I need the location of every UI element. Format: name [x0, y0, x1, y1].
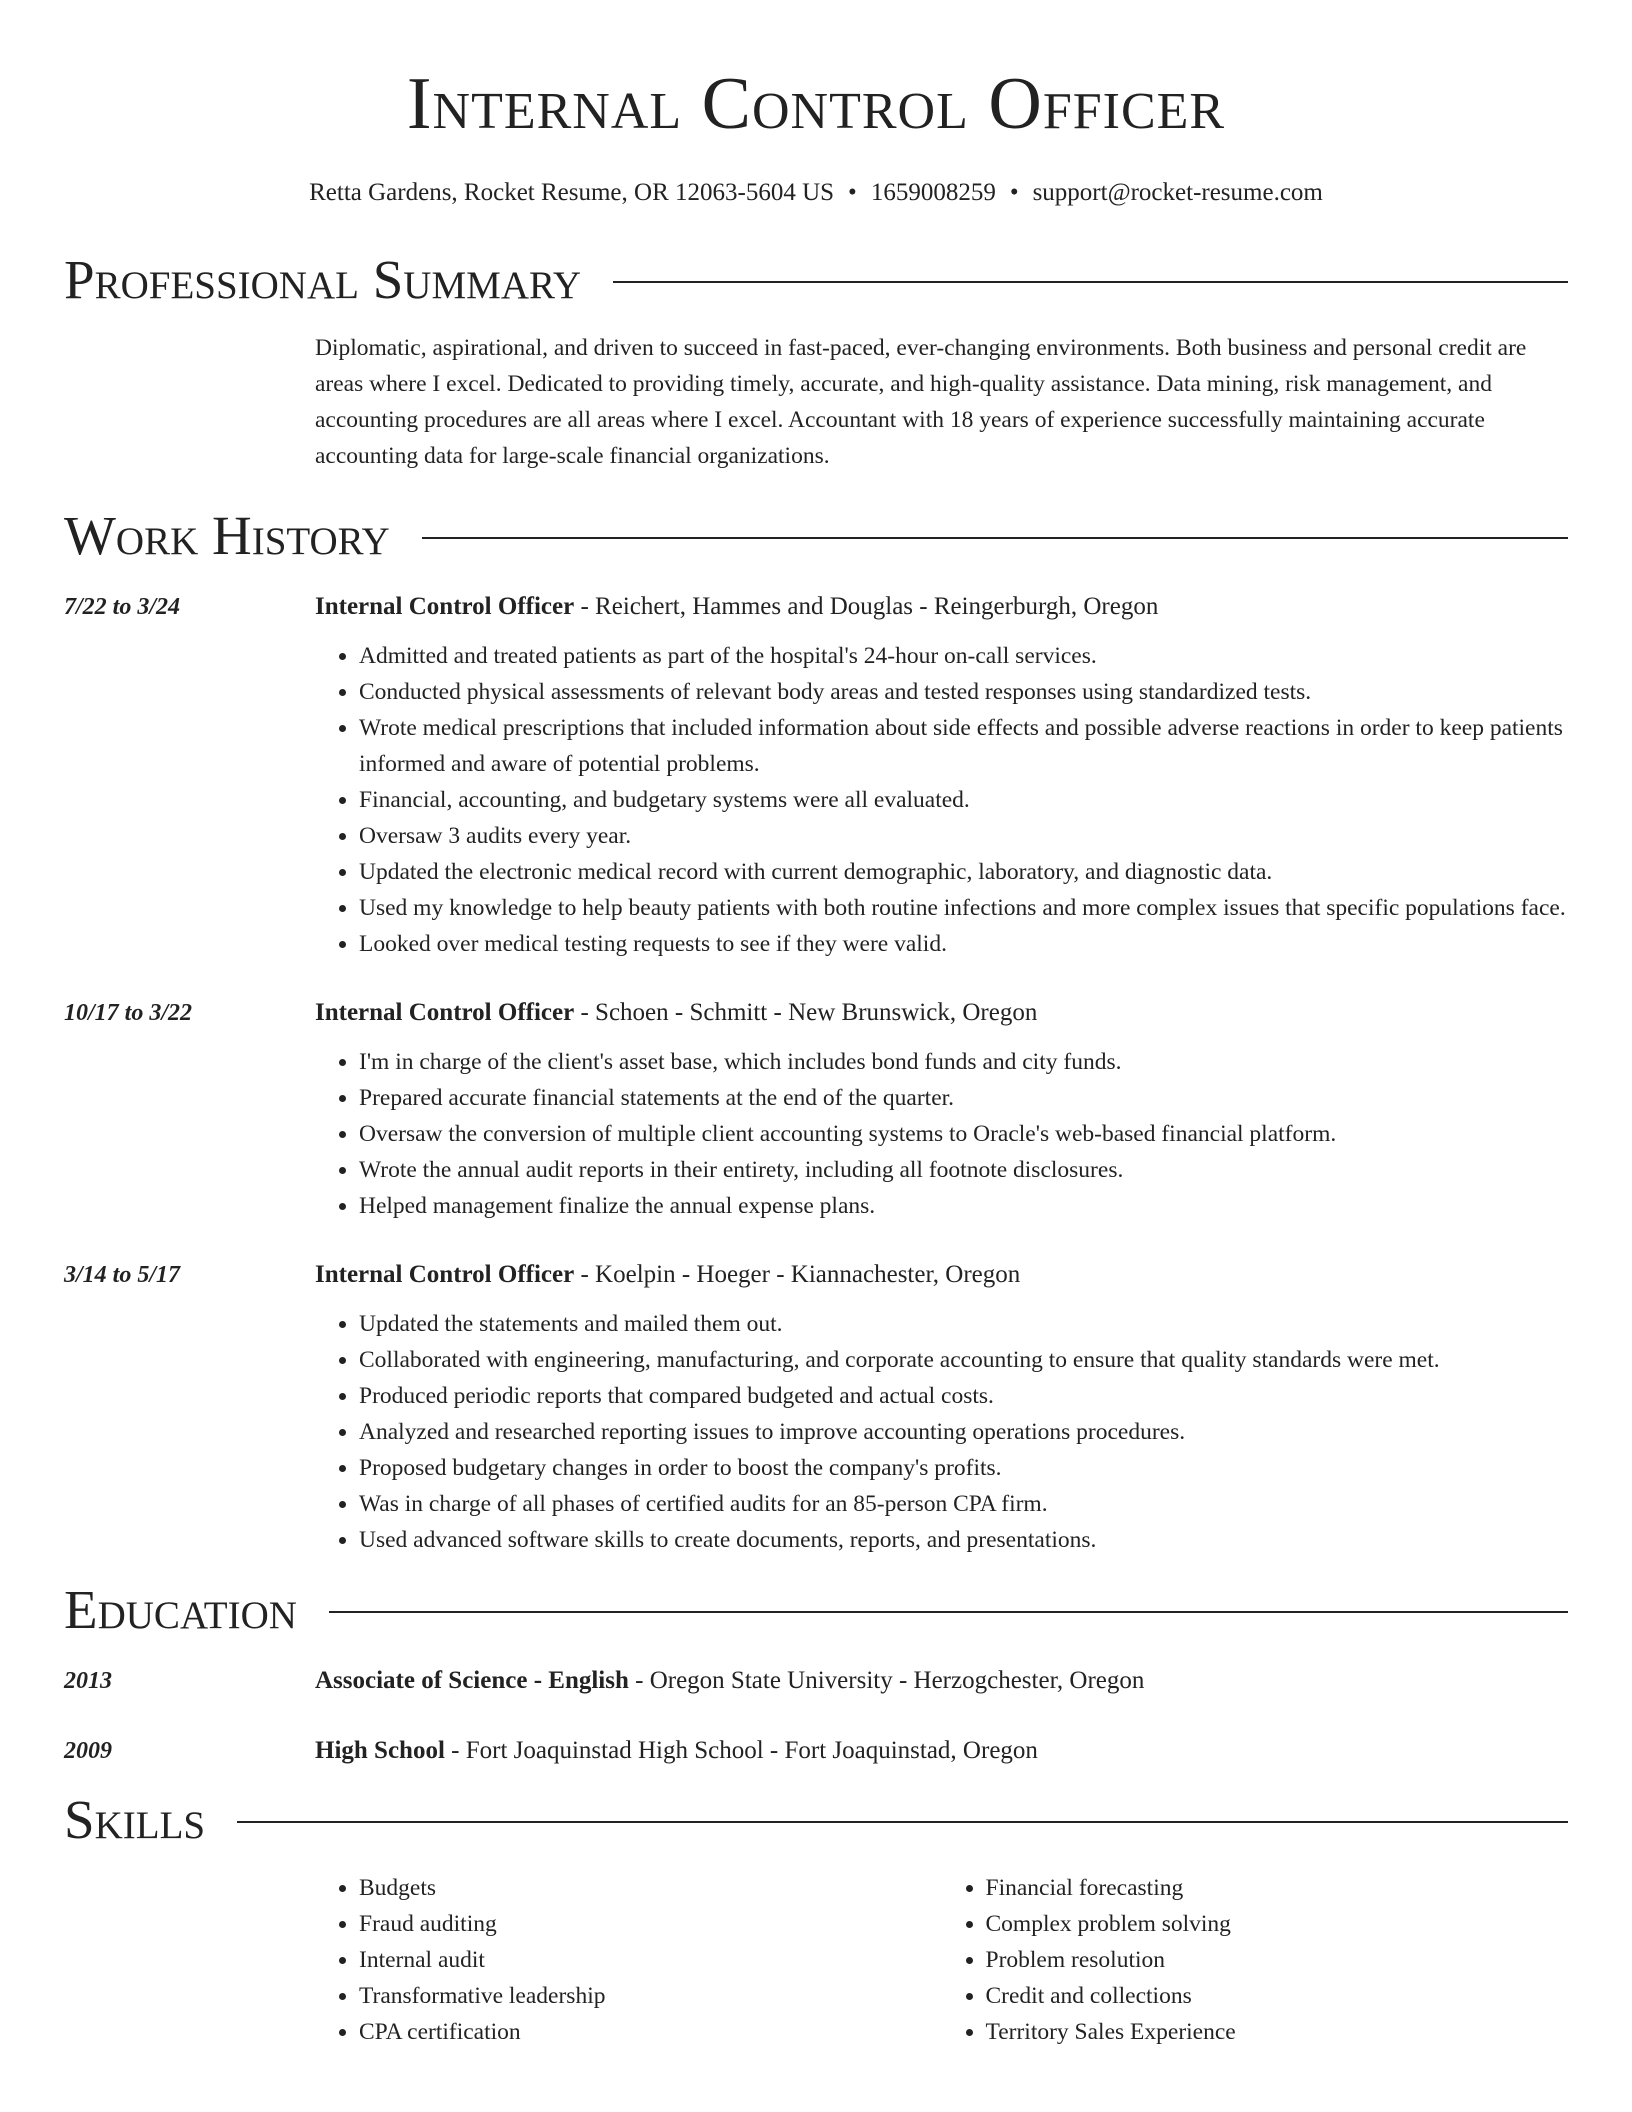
skills-left-column	[315, 1870, 942, 2050]
skills-columns	[315, 1870, 1568, 2050]
skill-item: • Credit and collections	[986, 1978, 1569, 2014]
list-item: • Collaborated with engineering, manufacturing, and corporate accounting to ensure that quality standards were met.	[359, 1342, 1568, 1378]
list-item: • Analyzed and researched reporting issues to improve accounting operations procedures.	[359, 1414, 1568, 1450]
job-title-line	[315, 996, 1568, 1030]
list-item: • Was in charge of all phases of certified audits for an 85-person CPA firm.	[359, 1486, 1568, 1522]
list-item: • Financial, accounting, and budgetary systems were all evaluated.	[359, 782, 1568, 818]
education-body	[315, 1734, 1568, 1768]
skill-item: • Territory Sales Experience	[986, 2014, 1569, 2050]
job-body	[315, 996, 1568, 1224]
skill-item: • Financial forecasting	[986, 1870, 1569, 1906]
section-divider	[237, 1821, 1568, 1823]
job-dates: 10/17 to 3/22	[64, 1000, 193, 1026]
skills-title: Skills	[64, 1789, 206, 1850]
list-item: • I'm in charge of the client's asset base, which includes bond funds and city funds.	[359, 1044, 1568, 1080]
skill-item: • CPA certification	[359, 2014, 942, 2050]
education-section-heading	[64, 1574, 1568, 1646]
skills-section-heading	[64, 1784, 1568, 1856]
contact-line	[64, 176, 1568, 210]
skill-item: • Problem resolution	[986, 1942, 1569, 1978]
education-line	[315, 1734, 1568, 1768]
list-item: • Prepared accurate financial statements at the end of the quarter.	[359, 1080, 1568, 1116]
job-body	[315, 590, 1568, 962]
job-bullets	[315, 638, 1568, 962]
skills-right-column	[942, 1870, 1569, 2050]
resume-header	[64, 0, 1568, 210]
list-item: • Used advanced software skills to create documents, reports, and presentations.	[359, 1522, 1568, 1558]
job-role: Internal Control Officer	[315, 593, 575, 620]
work-title: Work History	[64, 505, 390, 566]
list-item: • Looked over medical testing requests to see if they were valid.	[359, 926, 1568, 962]
education-line	[315, 1664, 1568, 1698]
resume-page	[64, 0, 1568, 2050]
job-role: Internal Control Officer	[315, 1261, 575, 1288]
job-details: - Koelpin - Hoeger - Kiannachester, Oregon	[574, 1261, 1021, 1288]
summary-title: Professional Summary	[64, 249, 582, 310]
list-item: • Admitted and treated patients as part of the hospital's 24-hour on-call services.	[359, 638, 1568, 674]
skill-item: • Budgets	[359, 1870, 942, 1906]
section-divider	[329, 1611, 1568, 1613]
education-degree: High School	[315, 1737, 445, 1764]
list-item: • Updated the statements and mailed them out.	[359, 1306, 1568, 1342]
job-dates: 3/14 to 5/17	[64, 1262, 181, 1288]
education-body	[315, 1664, 1568, 1698]
contact-email: support@rocket-resume.com	[1032, 179, 1323, 206]
education-entry	[64, 1664, 1568, 1698]
job-entry	[64, 1258, 1568, 1558]
contact-phone: 1659008259	[870, 179, 996, 206]
education-year: 2013	[64, 1668, 112, 1694]
contact-address: Retta Gardens, Rocket Resume, OR 12063-5604 US	[309, 179, 835, 206]
section-divider	[422, 537, 1568, 539]
list-item: • Wrote medical prescriptions that included information about side effects and possible adverse reactions in order to keep patients informed and aware of potential problems.	[359, 710, 1568, 782]
summary-text: Diplomatic, aspirational, and driven to succeed in fast-paced, ever-changing environments. Both business and personal credit are areas where I excel. Dedicated to providing timely, accurate, and high-quality assistance. Data mining, risk management, and accounting procedures are all areas where I excel. Accountant with 18 years of experience successfully maintaining accurate accounting data for large-scale financial organizations.	[315, 335, 1527, 469]
list-item: • Oversaw the conversion of multiple client accounting systems to Oracle's web-based financial platform.	[359, 1116, 1568, 1152]
list-item: • Conducted physical assessments of relevant body areas and tested responses using standardized tests.	[359, 674, 1568, 710]
skill-item: • Internal audit	[359, 1942, 942, 1978]
job-details: - Schoen - Schmitt - New Brunswick, Oregon	[574, 999, 1038, 1026]
list-item: • Used my knowledge to help beauty patients with both routine infections and more complex issues that specific populations face.	[359, 890, 1568, 926]
education-degree: Associate of Science - English	[315, 1667, 629, 1694]
summary-section-heading	[64, 244, 1568, 316]
job-entry	[64, 996, 1568, 1224]
job-bullets	[315, 1306, 1568, 1558]
job-entry	[64, 590, 1568, 962]
list-item: • Wrote the annual audit reports in their entirety, including all footnote disclosures.	[359, 1152, 1568, 1188]
education-title: Education	[64, 1579, 297, 1640]
resume-name: Internal Control Officer	[406, 63, 1226, 145]
education-details: - Fort Joaquinstad High School - Fort Joaquinstad, Oregon	[444, 1737, 1038, 1764]
contact-separator: •	[848, 179, 857, 206]
contact-separator: •	[1009, 179, 1019, 206]
job-bullets	[315, 1044, 1568, 1224]
skill-item: • Fraud auditing	[359, 1906, 942, 1942]
work-section-heading	[64, 500, 1568, 572]
job-details: - Reichert, Hammes and Douglas - Reingerburgh, Oregon	[574, 593, 1159, 620]
section-divider	[613, 281, 1568, 283]
job-dates: 7/22 to 3/24	[64, 594, 181, 620]
education-details: - Oregon State University - Herzogchester, Oregon	[628, 1667, 1145, 1694]
job-title-line	[315, 1258, 1568, 1292]
education-year: 2009	[64, 1738, 112, 1764]
list-item: • Helped management finalize the annual expense plans.	[359, 1188, 1568, 1224]
skill-item: • Transformative leadership	[359, 1978, 942, 2014]
job-body	[315, 1258, 1568, 1558]
list-item: • Produced periodic reports that compared budgeted and actual costs.	[359, 1378, 1568, 1414]
list-item: • Proposed budgetary changes in order to boost the company's profits.	[359, 1450, 1568, 1486]
education-entry	[64, 1734, 1568, 1768]
skill-item: • Complex problem solving	[986, 1906, 1569, 1942]
job-title-line	[315, 590, 1568, 624]
list-item: • Oversaw 3 audits every year.	[359, 818, 1568, 854]
list-item: • Updated the electronic medical record with current demographic, laboratory, and diagnostic data.	[359, 854, 1568, 890]
job-role: Internal Control Officer	[315, 999, 575, 1026]
